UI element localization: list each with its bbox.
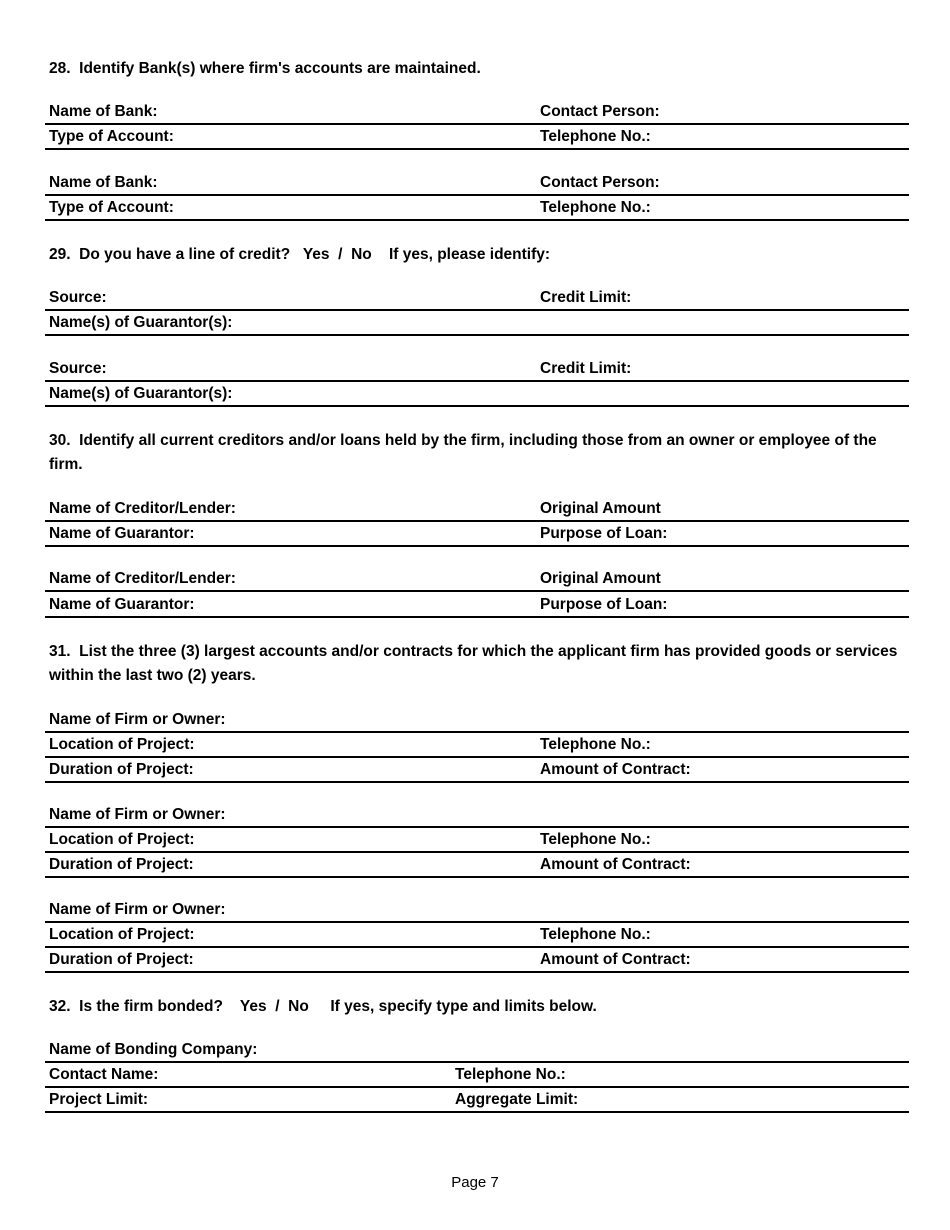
- firm-owner-label: Name of Firm or Owner:: [49, 806, 226, 823]
- firm-owner-row[interactable]: [45, 709, 909, 733]
- loan-purpose-label: Purpose of Loan:: [540, 525, 668, 542]
- duration-label: Duration of Project:: [49, 951, 194, 968]
- credit-limit-label: Credit Limit:: [540, 360, 632, 377]
- telephone-label: Telephone No.:: [540, 199, 651, 216]
- firm-owner-label: Name of Firm or Owner:: [49, 711, 226, 728]
- project-duration-row[interactable]: [45, 854, 909, 878]
- firm-owner-row[interactable]: [45, 804, 909, 828]
- creditor-row[interactable]: [45, 498, 909, 522]
- guarantor-label: Name of Guarantor:: [49, 525, 195, 542]
- bonding-company-row[interactable]: [45, 1039, 909, 1063]
- page-number: Page 7: [451, 1174, 499, 1191]
- aggregate-limit-label: Aggregate Limit:: [455, 1091, 579, 1108]
- original-amount-label: Original Amount: [540, 570, 661, 587]
- contact-person-label: Contact Person:: [540, 103, 660, 120]
- loan-purpose-label: Purpose of Loan:: [540, 596, 668, 613]
- location-label: Location of Project:: [49, 926, 195, 943]
- loan-guarantor-row[interactable]: [45, 594, 909, 618]
- firm-owner-label: Name of Firm or Owner:: [49, 901, 226, 918]
- contact-name-label: Contact Name:: [49, 1066, 159, 1083]
- telephone-label: Telephone No.:: [540, 926, 651, 943]
- source-label: Source:: [49, 289, 107, 306]
- question-32-heading: 32. Is the firm bonded? Yes / No If yes, specify type and limits below.: [49, 998, 597, 1015]
- question-30-heading: 30. Identify all current creditors and/or loans held by the firm, including those from an owner or employee of the firm.: [49, 432, 881, 473]
- source-label: Source:: [49, 360, 107, 377]
- account-type-row[interactable]: [45, 126, 909, 150]
- original-amount-label: Original Amount: [540, 500, 661, 517]
- guarantor-row[interactable]: [45, 312, 909, 336]
- project-location-row[interactable]: [45, 924, 909, 948]
- duration-label: Duration of Project:: [49, 761, 194, 778]
- account-type-label: Type of Account:: [49, 128, 174, 145]
- guarantor-label: Name(s) of Guarantor(s):: [49, 314, 233, 331]
- contact-person-label: Contact Person:: [540, 174, 660, 191]
- telephone-label: Telephone No.:: [540, 831, 651, 848]
- firm-owner-row[interactable]: [45, 899, 909, 923]
- bank-name-label: Name of Bank:: [49, 174, 158, 191]
- bonding-company-label: Name of Bonding Company:: [49, 1041, 258, 1058]
- question-31-heading: 31. List the three (3) largest accounts and/or contracts for which the applicant firm has provided goods or services within the last two (2) years.: [49, 643, 902, 684]
- loan-guarantor-row[interactable]: [45, 523, 909, 547]
- question-28-heading: 28. Identify Bank(s) where firm's accounts are maintained.: [49, 60, 481, 77]
- telephone-label: Telephone No.:: [540, 128, 651, 145]
- account-type-label: Type of Account:: [49, 199, 174, 216]
- bank-name-label: Name of Bank:: [49, 103, 158, 120]
- credit-source-row[interactable]: [45, 287, 909, 311]
- telephone-label: Telephone No.:: [455, 1066, 566, 1083]
- location-label: Location of Project:: [49, 736, 195, 753]
- guarantor-label: Name(s) of Guarantor(s):: [49, 385, 233, 402]
- guarantor-row[interactable]: [45, 383, 909, 407]
- question-29-heading: 29. Do you have a line of credit? Yes / No If yes, please identify:: [49, 246, 551, 263]
- bank-name-row[interactable]: [45, 172, 909, 196]
- creditor-row[interactable]: [45, 568, 909, 592]
- project-duration-row[interactable]: [45, 759, 909, 783]
- telephone-label: Telephone No.:: [540, 736, 651, 753]
- contract-amount-label: Amount of Contract:: [540, 856, 691, 873]
- contract-amount-label: Amount of Contract:: [540, 761, 691, 778]
- project-location-row[interactable]: [45, 734, 909, 758]
- credit-source-row[interactable]: [45, 358, 909, 382]
- project-limit-label: Project Limit:: [49, 1091, 149, 1108]
- guarantor-label: Name of Guarantor:: [49, 596, 195, 613]
- credit-limit-label: Credit Limit:: [540, 289, 632, 306]
- creditor-label: Name of Creditor/Lender:: [49, 500, 236, 517]
- bond-contact-row[interactable]: [45, 1064, 909, 1088]
- project-duration-row[interactable]: [45, 949, 909, 973]
- creditor-label: Name of Creditor/Lender:: [49, 570, 236, 587]
- bank-name-row[interactable]: [45, 101, 909, 125]
- duration-label: Duration of Project:: [49, 856, 194, 873]
- bond-limit-row[interactable]: [45, 1089, 909, 1113]
- account-type-row[interactable]: [45, 197, 909, 221]
- project-location-row[interactable]: [45, 829, 909, 853]
- contract-amount-label: Amount of Contract:: [540, 951, 691, 968]
- location-label: Location of Project:: [49, 831, 195, 848]
